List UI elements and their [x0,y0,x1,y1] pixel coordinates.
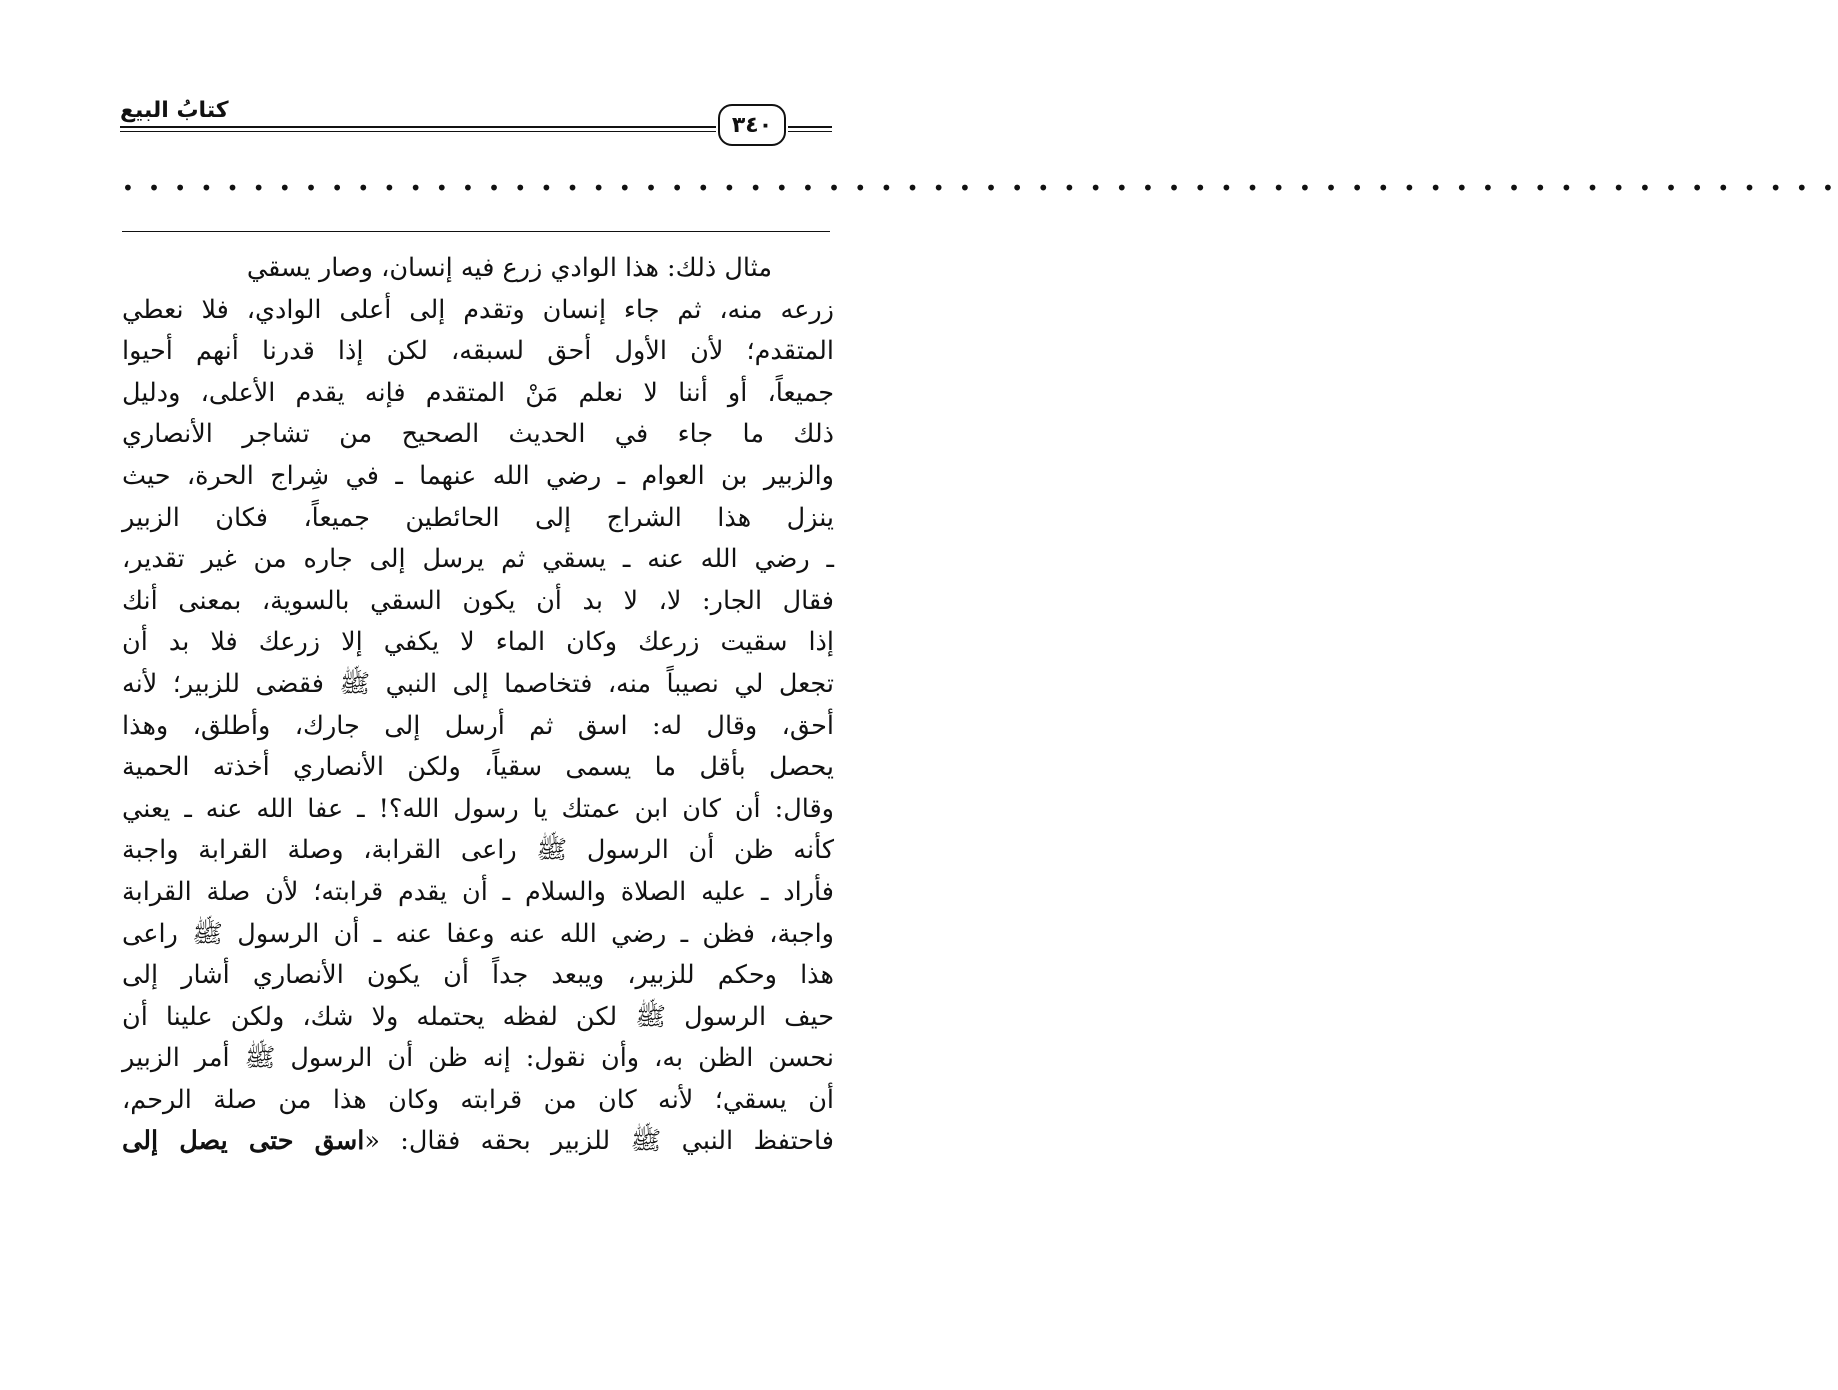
header-rule-left-thin [120,131,716,132]
text-line: مثال ذلك: هذا الوادي زرع فيه إنسان، وصار يسقي [246,253,772,283]
text-line: وقال: أن كان ابن عمتك يا رسول الله؟! ـ عفا الله عنه ـ يعني [122,793,834,824]
header-rule-right-thin [788,131,832,132]
text-line: فأراد ـ عليه الصلاة والسلام ـ أن يقدم قرابته؛ لأن صلة القرابة [122,876,834,907]
header-rule-right [788,126,832,128]
text-line: هذا وحكم للزبير، ويبعد جداً أن يكون الأنصاري أشار إلى [122,960,834,991]
text-line-last [122,1121,834,1163]
last-line-text: فاحتفظ النبي ﷺ للزبير بحقه فقال: « [364,1126,834,1157]
text-line: والزبير بن العوام ـ رضي الله عنهما ـ في شِراج الحرة، حيث [122,460,834,491]
text-line: ذلك ما جاء في الحديث الصحيح من تشاجر الأنصاري [122,419,834,450]
page-number: ٣٤٠ [718,104,786,146]
text-top-rule [122,231,830,232]
body-text [122,248,834,1163]
text-line: يحصل بأقل ما يسمى سقياً، ولكن الأنصاري أخذته الحمية [122,752,834,783]
text-line: كأنه ظن أن الرسول ﷺ راعى القرابة، وصلة القرابة واجبة [122,835,834,866]
text-line: ـ رضي الله عنه ـ يسقي ثم يرسل إلى جاره من غير تقدير، [122,544,834,575]
text-line: نحسن الظن به، وأن نقول: إنه ظن أن الرسول ﷺ أمر الزبير [122,1043,834,1074]
text-line: المتقدم؛ لأن الأول أحق لسبقه، لكن إذا قدرنا أنهم أحيوا [122,336,834,367]
text-line: واجبة، فظن ـ رضي الله عنه وعفا عنه ـ أن الرسول ﷺ راعى [122,918,834,949]
text-line: إذا سقيت زرعك وكان الماء لا يكفي إلا زرعك فلا بد أن [122,627,834,658]
dotted-separator: • • • • • • • • • • • • • • • • • • • • • • • • • • • • • • • • • • • • • • • • • • • • • • • • • • • • • • • • • • • • • • • • • • [122,176,1838,200]
hadith-quote-bold: اسق حتى يصل إلى [122,1126,365,1157]
text-line: جميعاً، أو أننا لا نعلم مَنْ المتقدم فإنه يقدم الأعلى، ودليل [122,377,834,408]
text-line: فقال الجار: لا، لا بد أن يكون السقي بالسوية، بمعنى أنك [122,585,834,616]
text-line: أحق، وقال له: اسق ثم أرسل إلى جارك، وأطلق، وهذا [122,710,834,741]
header-rule-left [120,126,716,128]
text-line: حيف الرسول ﷺ لكن لفظه يحتمله ولا شك، ولكن علينا أن [122,1001,834,1032]
text-line: ينزل هذا الشراج إلى الحائطين جميعاً، فكان الزبير [122,502,834,533]
text-line: تجعل لي نصيباً منه، فتخاصما إلى النبي ﷺ فقضى للزبير؛ لأنه [122,668,834,699]
text-line: زرعه منه، ثم جاء إنسان وتقدم إلى أعلى الوادي، فلا نعطي [122,294,834,325]
page-header [120,92,832,148]
text-line: أن يسقي؛ لأنه كان من قرابته وكان هذا من صلة الرحم، [122,1084,834,1115]
book-title: كتابُ البيع [120,98,229,123]
